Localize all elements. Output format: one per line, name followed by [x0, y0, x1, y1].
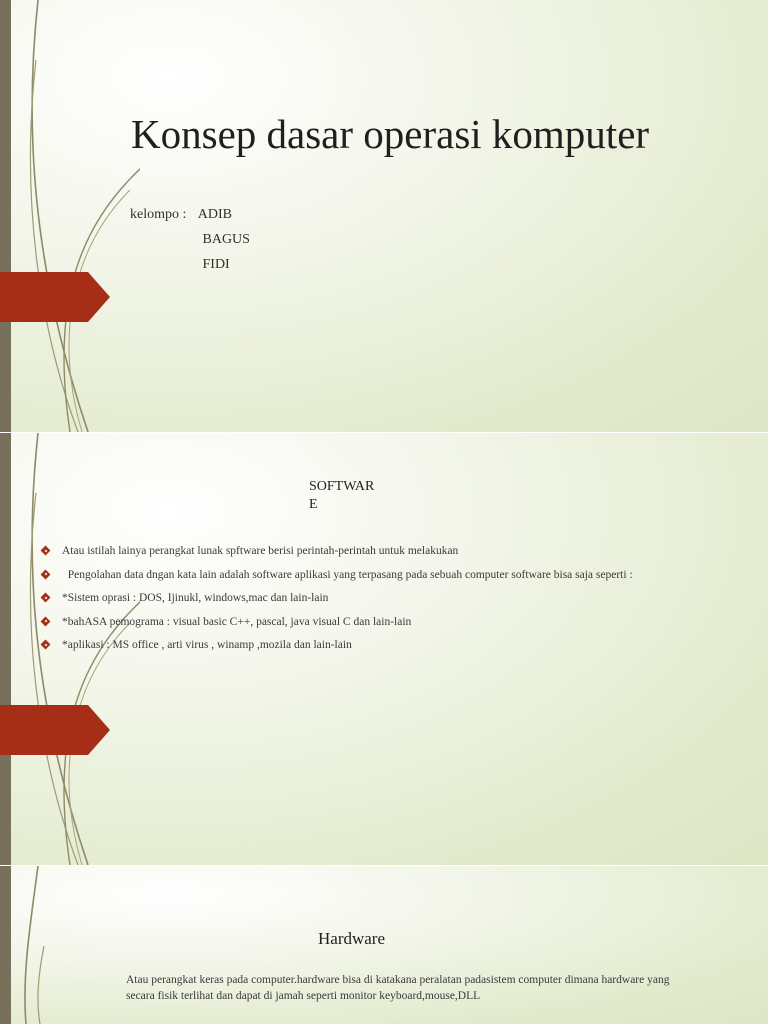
member-row	[130, 231, 250, 256]
list-item	[40, 637, 633, 661]
decorative-swoosh-lines	[0, 0, 140, 432]
group-members	[130, 206, 250, 281]
group-label: kelompo :	[130, 207, 187, 222]
hardware-heading: Hardware	[318, 929, 386, 948]
list-item	[40, 543, 633, 567]
diamond-bullet-icon	[40, 569, 52, 581]
software-bullet-list	[40, 543, 633, 661]
decorative-swoosh-lines	[0, 866, 140, 1024]
accent-tab	[0, 705, 110, 755]
slide-hardware	[0, 866, 768, 1024]
diamond-bullet-icon	[40, 592, 52, 604]
hardware-description: Atau perangkat keras pada computer.hardware bisa di katakana peralatan padasistem computer dimana hardware yang secara fisik terlihat dan dapat di jamah seperti monitor keyboard,mouse,DLL	[126, 974, 670, 1002]
list-item-text: Pengolahan data dngan kata lain adalah software aplikasi yang terpasang pada sebuah computer software bisa saja seperti :	[62, 568, 633, 581]
list-item	[40, 567, 633, 591]
member-row	[130, 206, 250, 231]
member-name: ADIB	[197, 207, 232, 222]
diamond-bullet-icon	[40, 616, 52, 628]
member-name: FIDI	[202, 257, 230, 272]
member-row	[130, 256, 250, 281]
software-heading: SOFTWARE	[309, 479, 375, 512]
diamond-bullet-icon	[40, 545, 52, 557]
slide-title	[0, 0, 768, 432]
list-item	[40, 590, 633, 614]
list-item-text: *Sistem oprasi : DOS, Ijinukl, windows,mac dan lain-lain	[62, 592, 329, 604]
list-item-text: *aplikasi : MS office , arti virus , winamp ,mozila dan lain-lain	[62, 639, 352, 651]
slide-software	[0, 433, 768, 865]
accent-tab	[0, 272, 110, 322]
slide-title-text: Konsep dasar operasi komputer	[131, 111, 650, 157]
member-name: BAGUS	[202, 232, 250, 247]
list-item	[40, 614, 633, 638]
list-item-text: Atau istilah lainya perangkat lunak spftware berisi perintah-perintah untuk melakukan	[62, 545, 459, 557]
list-item-text: *bahASA pemograma : visual basic C++, pascal, java visual C dan lain-lain	[62, 615, 412, 628]
diamond-bullet-icon	[40, 639, 52, 651]
